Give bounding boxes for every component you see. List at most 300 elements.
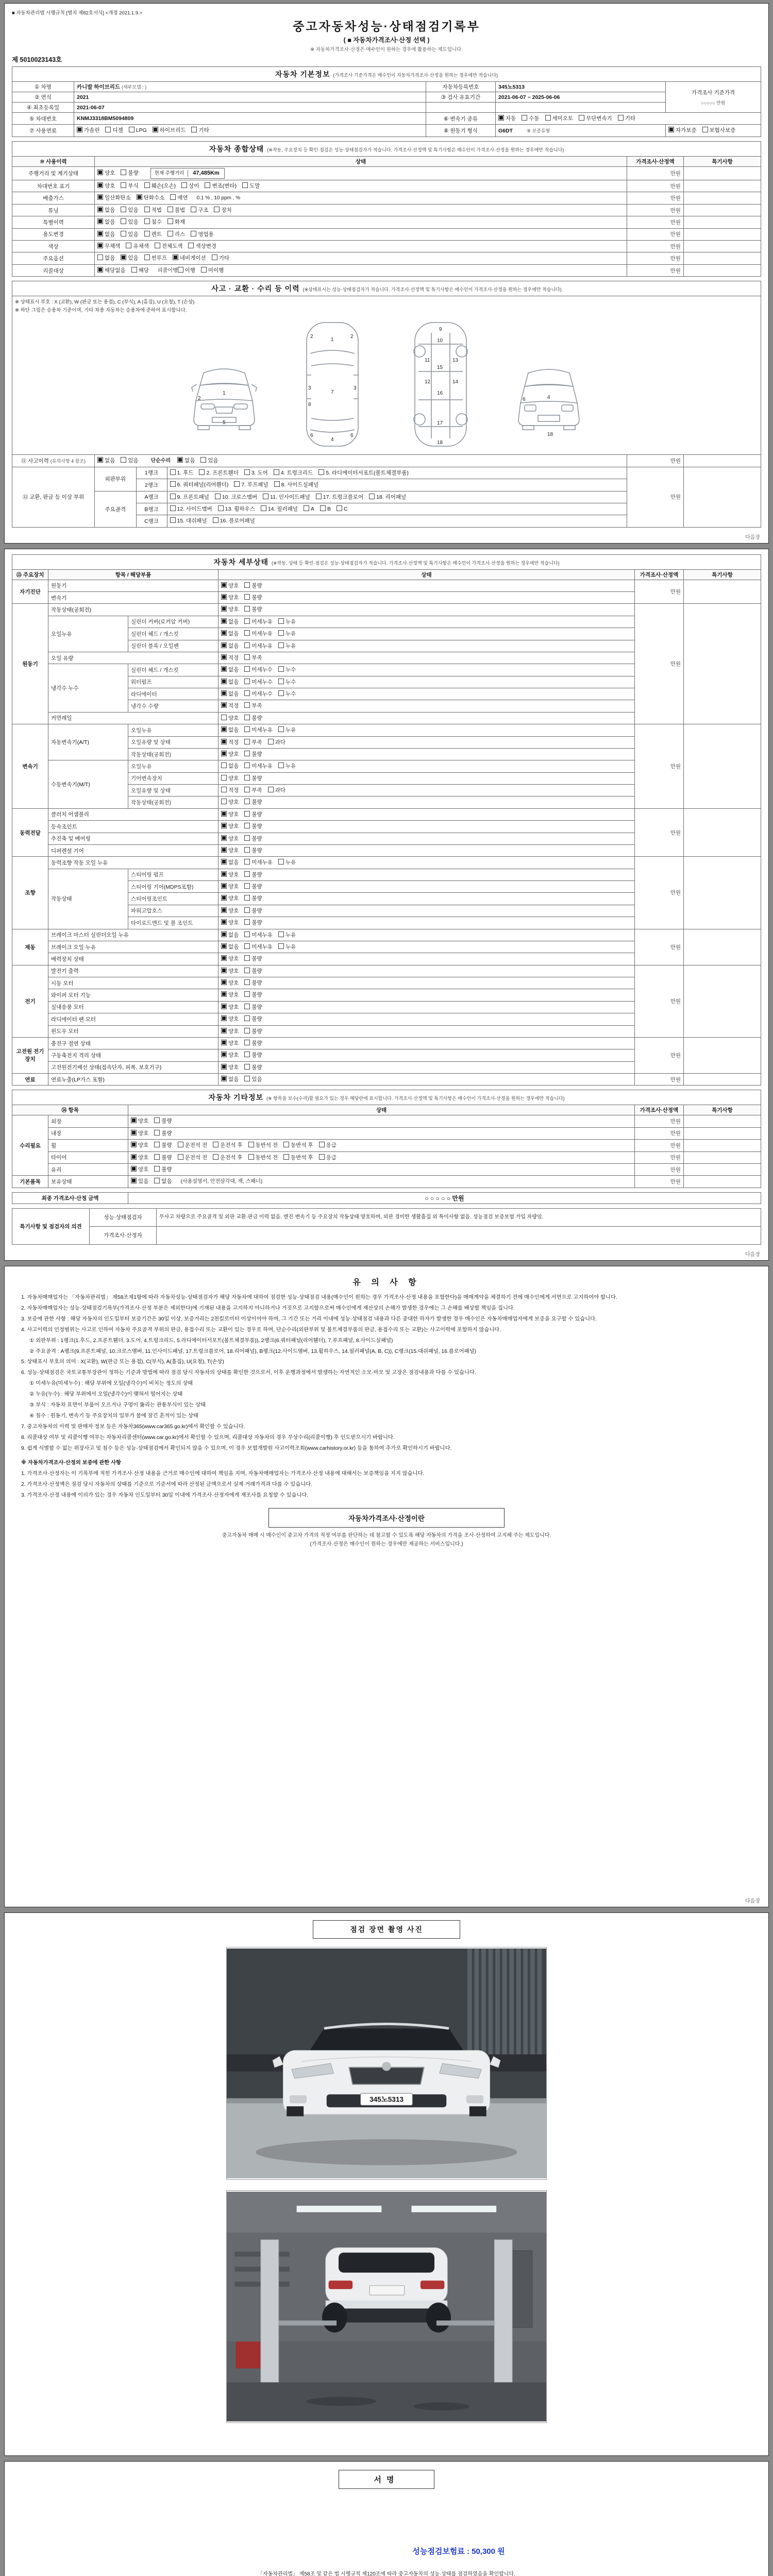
checkbox-checked[interactable] <box>97 182 103 188</box>
checkbox[interactable] <box>278 666 284 672</box>
checkbox-checked[interactable] <box>221 726 227 732</box>
option: LPG <box>129 127 147 133</box>
checkbox-checked[interactable] <box>97 243 103 248</box>
checkbox[interactable] <box>121 231 126 236</box>
checkbox[interactable] <box>320 505 326 511</box>
checkbox-checked[interactable] <box>221 919 227 925</box>
checkbox-checked[interactable] <box>221 666 227 672</box>
option: 이행 <box>178 267 195 274</box>
option: 양호 <box>221 595 239 601</box>
rankC-items <box>167 515 627 527</box>
svg-text:6: 6 <box>350 433 354 439</box>
notice-item: ※ 자동차가격조사·산정의 보증에 관한 사항 <box>21 1460 121 1466</box>
checkbox[interactable] <box>155 243 160 248</box>
remark-cell <box>684 580 761 604</box>
option: 14. 필러패널 <box>261 506 298 512</box>
checkbox[interactable] <box>316 494 322 499</box>
detail-row: 연료 연료누출(LP가스 포함) 없음 있음 만원 <box>12 1074 761 1086</box>
checkbox[interactable] <box>154 1154 160 1160</box>
option: 불량 <box>244 1004 262 1010</box>
checkbox[interactable] <box>283 1142 289 1147</box>
checkbox[interactable] <box>154 1142 160 1147</box>
option: 보험사보증 <box>702 127 736 133</box>
checkbox[interactable] <box>244 1015 250 1021</box>
checkbox[interactable] <box>522 115 527 121</box>
checkbox[interactable] <box>278 931 284 937</box>
signature-space[interactable] <box>12 2494 761 2540</box>
checkbox[interactable] <box>244 835 250 841</box>
checkbox[interactable] <box>213 1154 219 1160</box>
checkbox[interactable] <box>144 255 150 260</box>
option: 18. 리어패널 <box>369 494 406 500</box>
checkbox[interactable] <box>274 469 279 475</box>
checkbox-checked[interactable] <box>177 457 183 463</box>
checkbox[interactable] <box>261 505 266 511</box>
checkbox-checked[interactable] <box>131 1154 137 1160</box>
option: 양호 <box>221 583 239 589</box>
checkbox-checked[interactable] <box>97 231 103 236</box>
checkbox[interactable] <box>244 895 250 901</box>
checkbox-checked[interactable] <box>221 943 227 949</box>
notice-item: 9. 쉽게 식별할 수 없는 위장사고 및 침수 등은 성능·상태점검에서 확인되지 않을 수 있으며, 이 경우 보험개발원 사고이력조회(www.carhistory.or.kr) 등을 통하여 추가로 확인하시기 바랍니다. <box>21 1446 452 1452</box>
checkbox[interactable] <box>244 690 250 696</box>
checkbox-checked[interactable] <box>221 811 227 817</box>
option: 미세누유 <box>244 727 273 733</box>
checkbox[interactable] <box>221 762 227 768</box>
option: 양호 <box>221 1064 239 1071</box>
checkbox[interactable] <box>244 606 250 612</box>
device-group: 고전원 전기장치 <box>12 1037 48 1073</box>
checkbox[interactable] <box>244 1076 250 1081</box>
checkbox[interactable] <box>97 255 103 260</box>
checkbox[interactable] <box>244 1052 250 1057</box>
detail-row: 원동기 작동상태(공회전) 양호 불량 만원 <box>12 604 761 616</box>
checkbox[interactable] <box>244 823 250 828</box>
next-page-link[interactable]: 다음장 <box>745 1898 760 1904</box>
checkbox[interactable] <box>178 1142 183 1147</box>
checkbox-checked[interactable] <box>221 582 227 588</box>
checkbox[interactable] <box>213 1142 219 1147</box>
checkbox[interactable] <box>278 943 284 949</box>
checkbox-checked[interactable] <box>131 1117 137 1123</box>
checkbox[interactable] <box>244 775 250 781</box>
option: 불량 <box>244 884 262 890</box>
checkbox[interactable] <box>244 739 250 744</box>
checkbox[interactable] <box>200 457 206 463</box>
checkbox[interactable] <box>244 883 250 889</box>
checkbox-checked[interactable] <box>221 606 227 612</box>
checkbox[interactable] <box>244 799 250 804</box>
item-group: 수리필요 <box>12 1115 48 1176</box>
checkbox[interactable] <box>244 1040 250 1045</box>
inspector-opinion-table <box>12 1208 761 1245</box>
checkbox-checked[interactable] <box>221 979 227 985</box>
detail-row: 작동상태(공회전) 양호 불량 <box>12 796 761 808</box>
checkbox[interactable] <box>702 127 708 132</box>
checkbox-checked[interactable] <box>221 895 227 901</box>
price-cell: 만원 <box>635 808 684 857</box>
checkbox[interactable] <box>242 182 248 188</box>
option: 양호 <box>221 920 239 926</box>
detail-row: 기어변속장치 양호 불량 <box>12 772 761 784</box>
checkbox[interactable] <box>244 811 250 817</box>
checkbox-checked[interactable] <box>77 127 82 132</box>
checkbox-checked[interactable] <box>221 702 227 708</box>
checkbox[interactable] <box>618 115 624 121</box>
checkbox[interactable] <box>278 726 284 732</box>
checkbox[interactable] <box>154 1130 160 1136</box>
checkbox[interactable] <box>199 469 205 475</box>
checkbox[interactable] <box>244 1004 250 1009</box>
checkbox[interactable] <box>144 182 150 188</box>
option: 적정 <box>221 655 239 661</box>
fuel-options <box>74 125 426 137</box>
checkbox[interactable] <box>121 457 126 463</box>
checkbox[interactable] <box>268 739 274 744</box>
checkbox-checked[interactable] <box>97 457 103 463</box>
checkbox-checked[interactable] <box>221 931 227 937</box>
checkbox[interactable] <box>244 859 250 865</box>
svg-text:12: 12 <box>425 379 431 385</box>
option: 있음 <box>121 219 138 225</box>
checkbox[interactable] <box>191 127 197 132</box>
option: 양호 <box>221 872 239 878</box>
checkbox[interactable] <box>278 630 284 636</box>
checkbox[interactable] <box>244 715 250 720</box>
option: 없음 <box>221 691 239 697</box>
checkbox[interactable] <box>304 505 309 511</box>
option: 불량 <box>244 811 262 818</box>
checkbox[interactable] <box>221 715 227 720</box>
checkbox-checked[interactable] <box>131 1142 137 1147</box>
checkbox[interactable] <box>244 666 250 672</box>
checkbox-checked[interactable] <box>221 955 227 961</box>
checkbox[interactable] <box>154 1178 160 1183</box>
checkbox[interactable] <box>319 1154 325 1160</box>
status-code-legend: ※ 상태표시 부호 : X (교환), W (판금 또는 용접), C (부식), A (흠집), U (요철), T (손상) <box>15 299 195 306</box>
checkbox-checked[interactable] <box>221 594 227 600</box>
document-title: 중고자동차성능·상태점검기록부 <box>293 20 480 33</box>
option: 없음 <box>177 457 195 464</box>
checkbox[interactable] <box>244 618 250 624</box>
checkbox[interactable] <box>278 642 284 648</box>
basic-info-header: 자동차 기본정보 <box>275 70 330 78</box>
checkbox[interactable] <box>244 907 250 913</box>
option: 6. 쿼터패널(리어휀더) <box>170 482 229 488</box>
detail-row: 배력장치 상태 양호 불량 <box>12 953 761 965</box>
rank2-items <box>167 479 627 491</box>
checkbox-checked[interactable] <box>221 751 227 756</box>
remark-cell <box>683 228 761 240</box>
checkbox[interactable] <box>121 218 126 224</box>
option: 양호 <box>221 848 239 854</box>
checkbox[interactable] <box>144 231 150 236</box>
option: 불량 <box>244 1016 262 1022</box>
checkbox[interactable] <box>154 1117 160 1123</box>
checkbox[interactable] <box>244 847 250 853</box>
checkbox[interactable] <box>244 726 250 732</box>
checkbox[interactable] <box>170 505 176 511</box>
option: 침수 <box>144 219 162 225</box>
checkbox[interactable] <box>167 231 173 236</box>
checkbox-checked[interactable] <box>97 267 103 273</box>
checkbox[interactable] <box>244 979 250 985</box>
checkbox-checked[interactable] <box>121 255 126 260</box>
checkbox[interactable] <box>167 218 173 224</box>
option: 해당없음 <box>97 267 126 274</box>
remark-cell <box>684 857 761 929</box>
next-page-link[interactable]: 다음장 <box>745 1251 760 1258</box>
checkbox-checked[interactable] <box>221 883 227 889</box>
checkbox[interactable] <box>126 243 131 248</box>
checkbox[interactable] <box>318 469 324 475</box>
notices-body <box>12 1294 761 1500</box>
checkbox[interactable] <box>244 787 250 792</box>
vin-number: KNMJ3318BM5094809 <box>77 115 134 122</box>
checkbox-checked[interactable] <box>221 690 227 696</box>
checkbox-checked[interactable] <box>221 1028 227 1033</box>
checkbox[interactable] <box>278 690 284 696</box>
inspection-insurance-fee: 성능점검보험료 : 50,300 원 <box>412 2547 505 2556</box>
option: 7. 루프패널 <box>234 482 268 488</box>
price-cell: 만원 <box>635 1074 684 1086</box>
price-cell: 만원 <box>627 467 683 527</box>
checkbox[interactable] <box>170 481 176 487</box>
checkbox[interactable] <box>244 919 250 925</box>
option: 누수 <box>278 679 296 685</box>
remark-cell <box>683 467 761 527</box>
checkbox[interactable] <box>170 494 176 499</box>
option: 있음 <box>200 457 218 464</box>
checkbox[interactable] <box>131 267 137 273</box>
checkbox[interactable] <box>181 182 187 188</box>
mileage-box: 현재 주행거리 47,485Km <box>150 168 225 179</box>
checkbox-checked[interactable] <box>131 1178 137 1183</box>
checkbox[interactable] <box>268 787 274 792</box>
checkbox-checked[interactable] <box>153 127 158 132</box>
checkbox[interactable] <box>319 1142 325 1147</box>
option: 장치 <box>214 207 231 213</box>
svg-text:18: 18 <box>437 440 443 446</box>
panel-notices <box>4 1266 769 1907</box>
option: 응급 <box>319 1142 337 1148</box>
next-page-link[interactable]: 다음장 <box>745 534 760 540</box>
checkbox-checked[interactable] <box>221 1064 227 1070</box>
other-info-table: 자동차 기타정보 (※ 항목을 보수(수리)할 필요가 있는 경우 해당란에 표시합니다. 가격조사·산정액 및 특기사항은 매수인이 가격조사·산정을 원하는 경우에만 적습니다) ⑭ 항목 상태 가격조사·산정액 특기사항 수리필요 외장 양호 불량 만원 내장 양호 불량 만원 휠 양호 불량 운전석 전 운전석 후 동반석 전 동반석 후 응급 만원 타이어 양호 불량 운전석 전 운전석 후 동반석 전 동반석 후 응급 만원 유리 양호 불량 만원 기본품목 보유상태 있음 없음 (사용설명서, 안전삼각대, 잭, 스패너) 만원 <box>12 1090 761 1188</box>
checkbox[interactable] <box>201 267 207 273</box>
device-group: 전기 <box>12 965 48 1037</box>
checkbox-checked[interactable] <box>221 823 227 828</box>
checkbox-checked[interactable] <box>221 654 227 660</box>
checkbox[interactable] <box>274 481 280 487</box>
checkbox[interactable] <box>244 871 250 877</box>
checkbox[interactable] <box>178 267 183 273</box>
checkbox[interactable] <box>283 1154 289 1160</box>
checkbox[interactable] <box>244 594 250 600</box>
checkbox[interactable] <box>214 207 220 212</box>
detail-row: 라디에이터 없음 미세누수 누수 <box>12 688 761 700</box>
checkbox[interactable] <box>191 231 196 236</box>
checkbox-checked[interactable] <box>173 255 178 260</box>
svg-text:13: 13 <box>452 358 459 364</box>
checkbox[interactable] <box>221 787 227 792</box>
checkbox[interactable] <box>234 481 240 487</box>
remark-cell <box>683 180 761 192</box>
checkbox-checked[interactable] <box>221 847 227 853</box>
detail-row: 윈도우 모터 양호 불량 <box>12 1025 761 1037</box>
option: 탄화수소 <box>137 195 165 201</box>
option: 불량 <box>244 848 262 854</box>
checkbox[interactable] <box>244 943 250 949</box>
checkbox[interactable] <box>278 859 284 865</box>
checkbox-checked[interactable] <box>221 835 227 841</box>
checkbox-checked[interactable] <box>221 1076 227 1081</box>
option: 양호 <box>221 1016 239 1022</box>
car-rear-diagram <box>510 353 587 451</box>
checkbox[interactable] <box>244 1064 250 1070</box>
checkbox[interactable] <box>545 115 551 121</box>
checkbox[interactable] <box>170 194 176 200</box>
detail-row: 구동축전지 격리 상태 양호 불량 <box>12 1049 761 1061</box>
checkbox-checked[interactable] <box>131 1130 137 1136</box>
checkbox-checked[interactable] <box>221 991 227 997</box>
checkbox[interactable] <box>213 517 219 523</box>
inspection-photo-underbody <box>226 2190 547 2423</box>
option: 양호 <box>221 1040 239 1046</box>
checkbox[interactable] <box>244 654 250 660</box>
checkbox[interactable] <box>188 243 194 248</box>
checkbox[interactable] <box>129 127 135 132</box>
checkbox[interactable] <box>244 582 250 588</box>
checkbox[interactable] <box>121 170 126 175</box>
exchange-row: ⑫ 교환, 판금 등 이상 부위 외판부위 1랭크 1. 후드 2. 프론트휀더 3. 도어 4. 트렁크리드 5. 라디에이터서포트(볼트체결부품) 2랭크 6. 쿼터패널(리어휀더) 7. 루프패널 8. 사이드실패널 주요골격 A랭크 9. 프론트패널 10. 크로스멤버 11. 인사이드패널 17. 트렁크플로어 18. 리어패널 B랭크 12. 사이드멤버 13. 휠하우스 14. 필러패널 A B C C랭크 15. 대쉬패널 16. 플로어패널 만원 <box>12 467 761 527</box>
checkbox[interactable] <box>215 494 221 499</box>
option: 불량 <box>244 1040 262 1046</box>
option: 동반석 후 <box>283 1155 313 1161</box>
checkbox[interactable] <box>178 1154 183 1160</box>
accident-row: ⑪ 사고이력 (유의사항 4 참조) 없음 있음 단순수리 없음 있음 만원 <box>12 455 761 467</box>
checkbox[interactable] <box>244 1028 250 1033</box>
checkbox[interactable] <box>170 469 176 475</box>
checkbox[interactable] <box>244 702 250 708</box>
option: 17. 트렁크플로어 <box>316 494 363 500</box>
option: 하이브리드 <box>153 127 186 133</box>
checkbox[interactable] <box>154 1166 160 1172</box>
checkbox[interactable] <box>218 505 224 511</box>
checkbox-checked[interactable] <box>498 115 504 121</box>
checkbox-checked[interactable] <box>221 859 227 865</box>
checkbox[interactable] <box>337 505 342 511</box>
option: 운전석 후 <box>213 1142 243 1148</box>
notice-item: ② 주요골격 : A랭크(9.프론트패널, 10.크로스멤버, 11.인사이드패널, 17.트렁크플로어, 18.리어패널), B랭크(12.사이드멤버, 13.휠하우스, 14.필러패널(A, B, C)), C랭크(15.대쉬패널, 16.플로어패널) <box>29 1348 476 1354</box>
checkbox[interactable] <box>244 469 250 475</box>
option: 미세누유 <box>244 932 273 938</box>
option: 5. 라디에이터서포트(볼트체결부품) <box>318 470 409 476</box>
checkbox[interactable] <box>244 630 250 636</box>
checkbox[interactable] <box>244 679 250 684</box>
checkbox[interactable] <box>205 182 210 188</box>
opinion-text: 무사고 차량으로 주요골격 및 외판 교환·판금 이력 없음. 엔진·변속기 등 주요장치 작동상태 양호하며, 외판 경미한 생활흠집 외 특이사항 없음. 성능점검 보증보험 가입 차량임. <box>157 1208 761 1226</box>
table-row: ④ 최초등록일 2021-06-07 <box>12 103 761 113</box>
option: 양호 <box>221 823 239 829</box>
checkbox[interactable] <box>212 255 217 260</box>
checkbox-checked[interactable] <box>97 218 103 224</box>
checkbox[interactable] <box>244 762 250 768</box>
checkbox-checked[interactable] <box>221 968 227 973</box>
checkbox[interactable] <box>121 207 126 212</box>
checkbox-checked[interactable] <box>137 194 142 200</box>
option: 15. 대쉬패널 <box>170 518 207 524</box>
checkbox-checked[interactable] <box>221 618 227 624</box>
checkbox[interactable] <box>167 207 173 212</box>
checkbox-checked[interactable] <box>221 642 227 648</box>
checkbox-checked[interactable] <box>221 871 227 877</box>
checkbox-checked[interactable] <box>221 739 227 744</box>
checkbox[interactable] <box>244 991 250 997</box>
checkbox-checked[interactable] <box>668 127 674 132</box>
checkbox[interactable] <box>244 968 250 973</box>
checkbox[interactable] <box>278 679 284 684</box>
panel-detail-form <box>4 549 769 1261</box>
checkbox-checked[interactable] <box>97 170 103 175</box>
option: 없음 <box>221 643 239 649</box>
option: 불량 <box>244 908 262 914</box>
checkbox-checked[interactable] <box>97 194 103 200</box>
checkbox[interactable] <box>248 1154 254 1160</box>
checkbox[interactable] <box>278 618 284 624</box>
price-cell: 만원 <box>627 264 683 277</box>
checkbox[interactable] <box>221 775 227 781</box>
checkbox-checked[interactable] <box>97 207 103 212</box>
checkbox-checked[interactable] <box>221 630 227 636</box>
checkbox[interactable] <box>369 494 375 499</box>
checkbox-checked[interactable] <box>221 907 227 913</box>
notice-item: ② 누유(누수) : 해당 부위에서 오일(냉각수)이 맺혀서 떨어지는 상태 <box>29 1392 183 1398</box>
checkbox[interactable] <box>278 762 284 768</box>
option: 불량 <box>244 968 262 974</box>
checkbox[interactable] <box>263 494 268 499</box>
rank-table: 외판부위 1랭크 1. 후드 2. 프론트휀더 3. 도어 4. 트렁크리드 5. 라디에이터서포트(볼트체결부품) 2랭크 6. 쿼터패널(리어휀더) 7. 루프패널 8. 사이드실패널 주요골격 A랭크 9. 프론트패널 10. 크로스멤버 11. 인사이드패널 17. 트렁크플로어 18. 리어패널 B랭크 12. 사이드멤버 13. 휠하우스 14. 필러패널 A B C C랭크 15. 대쉬패널 16. 플로어패널 <box>95 467 627 527</box>
option: 1. 후드 <box>170 470 194 476</box>
checkbox[interactable] <box>221 799 227 804</box>
checkbox[interactable] <box>244 955 250 961</box>
price-cell: 만원 <box>635 724 684 809</box>
checkbox[interactable] <box>170 517 176 523</box>
option: 미세누유 <box>244 763 273 769</box>
remark-cell <box>683 166 761 180</box>
checkbox-checked[interactable] <box>221 1015 227 1021</box>
checkbox[interactable] <box>579 115 584 121</box>
detail-row: 실린더 헤드 / 개스킷 없음 미세누유 누유 <box>12 628 761 640</box>
checkbox[interactable] <box>244 642 250 648</box>
checkbox[interactable] <box>244 751 250 756</box>
option: 도말 <box>242 183 260 189</box>
checkbox[interactable] <box>121 182 126 188</box>
checkbox[interactable] <box>144 207 150 212</box>
checkbox-checked[interactable] <box>221 1004 227 1009</box>
checkbox[interactable] <box>248 1142 254 1147</box>
svg-text:1: 1 <box>223 391 226 397</box>
checkbox-checked[interactable] <box>221 679 227 684</box>
checkbox-checked[interactable] <box>221 1040 227 1045</box>
checkbox[interactable] <box>191 207 196 212</box>
checkbox[interactable] <box>244 931 250 937</box>
price-survey-note-1: 중고자동차 매매 시 매수인이 중고차 가격의 적정 여부를 판단하는 데 참고할 수 있도록 해당 자동차의 가격을 조사·산정하여 고지해 주는 제도입니다. <box>222 1532 551 1538</box>
checkbox-checked[interactable] <box>131 1166 137 1172</box>
checkbox[interactable] <box>144 218 150 224</box>
checkbox[interactable] <box>105 127 111 132</box>
checkbox-checked[interactable] <box>221 1052 227 1057</box>
